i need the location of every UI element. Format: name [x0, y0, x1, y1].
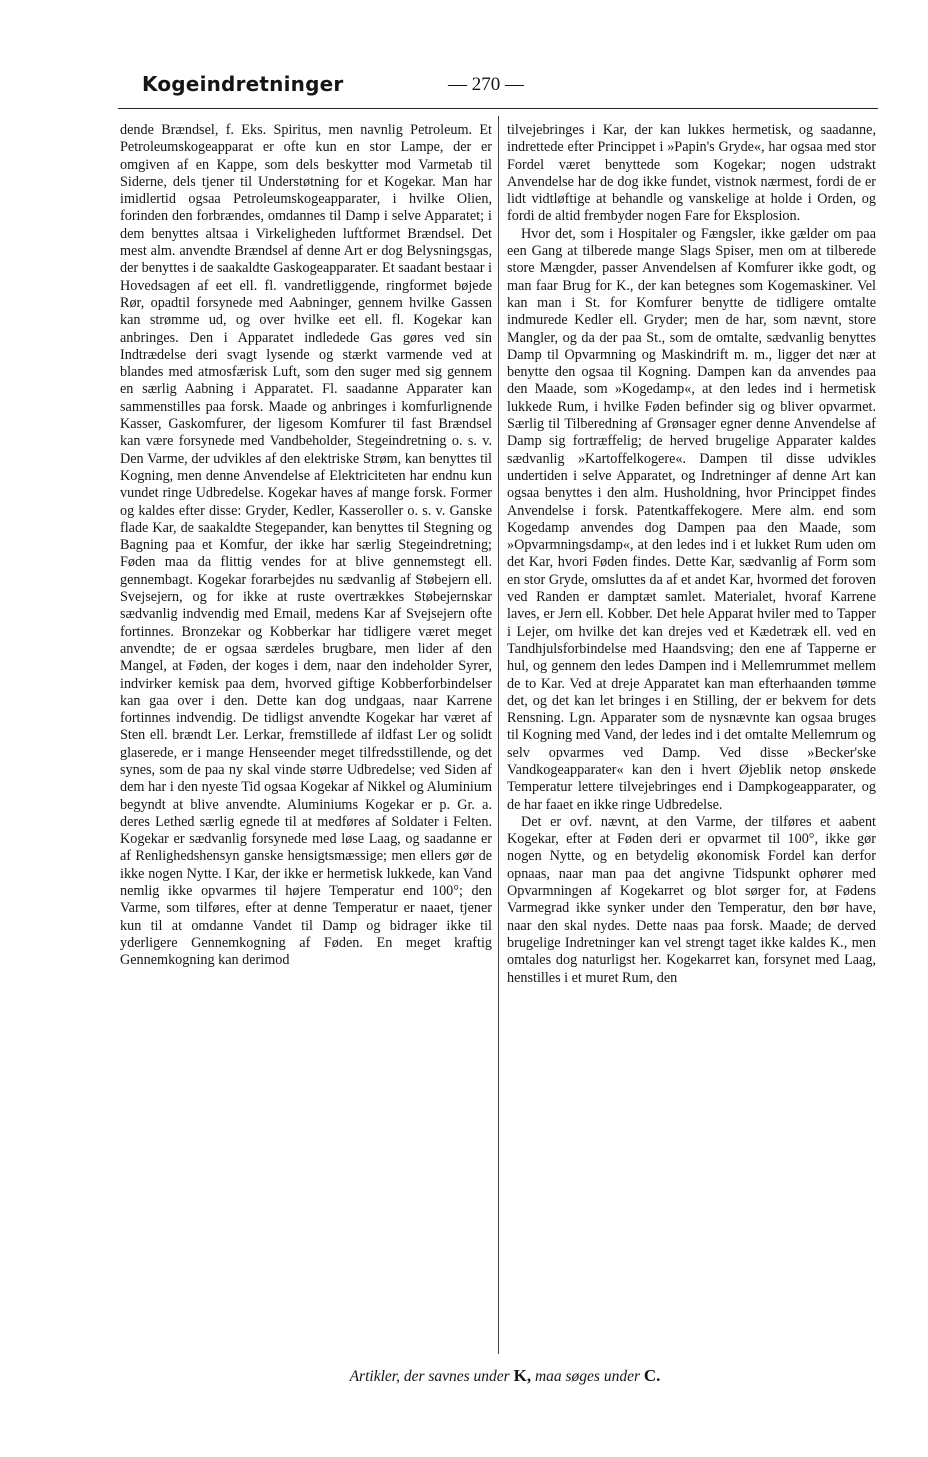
column-divider — [498, 116, 499, 1354]
header-rule — [118, 108, 878, 109]
left-column-paragraph: dende Brændsel, f. Eks. Spiritus, men navnlig Petroleum. Et Petroleumskogeapparat er ofte kun en stor Lampe, der er omgiven af en Kappe, som dels beskytter mod Varmetab til Siderne, dels tjener til Understøtning for et Kogekar. Man har imidlertid ogsaa Petroleumskogeapparater, i hvilke Olien, forinden den forbrændes, omdannes til Damp i selve Apparatet; i dem benyttes altsaa i Virkeligheden luftformet Brændsel. Det mest alm. anvendte Brændsel af denne Art er dog Belysningsgas, der benyttes i de saakaldte Gaskogeapparater. Et saadant bestaar i Hovedsagen af eet ell. fl. vandretliggende, ringformet bøjede Rør, opadtil forsynede med Aabninger, gennem hvilke Gassen kan strømme ud, og over hvilke eet ell. fl. Kogekar kan anbringes. Den i Apparatet indledede Gas gøres ved sin Indtrædelse deri svagt lysende og stærkt varmende ved at blandes med atmosfærisk Luft, som den suger med sig gennem en særlig Aabning i Apparatet. Fl. saadanne Apparater kan sammenstilles paa forsk. Maade og anbringes i komfurlignende Kasser, Gaskomfurer, der ligesom Komfurer til fast Brændsel kan være forsynede med Vandbeholder, Stegeindretning o. s. v. Den Varme, der udvikles af den elektriske Strøm, kan benyttes til Kogning, men denne Anvendelse af Elektriciteten har endnu kun vundet ringe Udbredelse. Kogekar haves af mange forsk. Former og kaldes efter disse: Gryder, Kedler, Kasseroller o. s. v. Ganske flade Kar, de saakaldte Stegepander, kan benyttes til Stegning og Bagning paa et Komfur, der ikke har særlig Stegeindretning; Føden maa da flittig vendes for at blive gennemstegt ell. gennembagt. Kogekar forarbejdes nu sædvanlig af Støbejern ell. Svejsejern, og for ikke at ruste overtrækkes Støbejernskar sædvanlig indvendig med Email, medens Kar af Svejsejern ofte fortinnes. Bronzekar og Kobberkar har tidligere været meget anvendte; de er ogsaa særdeles brugbare, men lider af den Mangel, at Føden, der koges i dem, naar den indeholder Syrer, indvirker kemisk paa dem, hvorved giftige Kobberforbindelser kan gaa over i den. Dette kan dog undgaas, naar Karrene fortinnes indvendig. De tidligst anvendte Kogekar har været af Sten ell. brændt Ler. Lerkar, fremstillede af ildfast Ler og solidt glaserede, er i mange Henseender meget tilfredsstillende, og det synes, som de paa ny skal vinde større Udbredelse; ved Siden af dem har i den nyeste Tid ogsaa Kogekar af Nikkel og Aluminium begyndt at blive anvendte. Aluminiums Kogekar er p. Gr. a. deres Lethed særlig egnede til at medføres af Soldater i Felten. Kogekar er sædvanlig forsynede med løse Laag, og saadanne er af Renlighedshensyn ganske hensigtsmæssige; men ellers gør de ikke nogen Nytte. I Kar, der ikke er hermetisk lukkede, kan Vand nemlig ikke opvarmes til højere Temperatur end 100°; den Varme, som tilføres, efter at denne Temperatur er naaet, tjener kun til at omdanne Vandet til Damp og bidrager ikke til yderligere Gennemkogning af Føden. En meget kraftig Gennemkogning kan derimod — [120, 122, 492, 969]
footer-text-start: Artikler, der savnes under — [349, 1368, 514, 1385]
right-column — [507, 122, 876, 987]
footer-letter-c: C. — [643, 1366, 661, 1385]
footer-text-middle: maa søges under — [531, 1368, 644, 1385]
page-title: Kogeindretninger — [142, 72, 344, 96]
right-column-paragraph-2: Hvor det, som i Hospitaler og Fængsler, ikke gælder om paa een Gang at tilberede mange Slags Spiser, men om at tilberede store Mængder, passer Anvendelsen af Komfurer ikke godt, og man faar Brug for K., der kan betegnes som Kogemaskiner. Vel kan man i St. for Komfurer benytte de tidligere omtalte indmurede Kedler ell. Gryder; men de har, som nævnt, store Mangler, og da der paa St., som de omtalte, sædvanlig benyttes Damp til Opvarmning og Maskindrift m. m., ligger det nær at benytte den ogsaa til Kogning. Dampen kan da anvendes paa den Maade, som »Kogedamp«, at den ledes ind i hermetisk lukkede Rum, i hvilke Føden befinder sig og bliver opvarmet. Særlig til Tilberedning af Grønsager egner denne Anvendelse af Damp sig fortræffelig; de herved brugelige Apparater kaldes sædvanlig »Kartoffelkogere«. Dampen til disse udvikles undertiden i selve Apparatet, og Indretninger af denne Art kan ogsaa benyttes i den alm. Husholdning, hvor Princippet findes Anvendelse i forsk. Patentkaffekogere. Mere alm. end som Kogedamp anvendes dog Dampen paa den Maade, som »Opvarmningsdamp«, at den ledes ind i et lukket Rum uden om det Kar, hvori Føden findes. Dette Kar, sædvanlig af Form som en stor Gryde, omsluttes da af et andet Kar, hvormed det foroven ved Randen er damptæt samlet. Materialet, hvoraf Karrene laves, er Jern ell. Kobber. Det hele Apparat hviler med to Tapper i Lejer, om hvilke det kan drejes ved et Kædetræk ell. ved en Tandhjulsforbindelse med Haandsving; den ene af Tapperne er hul, og gennem den ledes Dampen ind i Mellemrummet mellem de to Kar. Ved at dreje Apparatet kan man efterhaanden tømme det, og det kan let bringes i en Stilling, der er bekvem for dets Rensning. Lgn. Apparater som de nysnævnte kan ogsaa bruges til Kogning med Vand, der ledes ind i det omtalte Mellemrum og selv opvarmes ved Damp. Ved disse »Becker'ske Vandkogeapparater« kan den i hvert Øjeblik netop ønskede Temperatur lettere tilvejebringes end i Dampkogeapparater, og de har faaet en ikke ringe Udbredelse. — [507, 225, 876, 813]
footer-note — [0, 1366, 928, 1386]
footer-letter-k: K, — [513, 1366, 532, 1385]
running-head — [118, 70, 878, 104]
page-number: — 270 — — [448, 74, 524, 95]
right-column-paragraph-3: Det er ovf. nævnt, at den Varme, der tilføres et aabent Kogekar, efter at Føden deri er opvarmet til 100°, ikke gør nogen Nytte, og en betydelig økonomisk Fordel kan derfor opnaas, naar man paa det angivne Tidspunkt ophører med Opvarmningen af Kogekarret og blot sørger for, at Fødens Varmegrad ikke synker under den Temperatur, den bør have, naar den skal nydes. Dette naas paa forsk. Maade; de derved brugelige Indretninger kan vel strengt taget ikke kaldes K., men omtales dog naturligst her. Kogekarret kan, forsynet med Laag, henstilles i et muret Rum, den — [507, 813, 876, 986]
right-column-paragraph-1: tilvejebringes i Kar, der kan lukkes hermetisk, og saadanne, indrettede efter Princippet i »Papin's Gryde«, har ogsaa med stor Fordel været benyttede som Kogekar; nogen udstrakt Anvendelse har de dog ikke fundet, vistnok nærmest, fordi de er lidt vidtløftige at behandle og vanskelige at holde i Orden, og fordi de altid frembyder nogen Fare for Eksplosion. — [507, 122, 876, 225]
left-column — [120, 122, 492, 970]
